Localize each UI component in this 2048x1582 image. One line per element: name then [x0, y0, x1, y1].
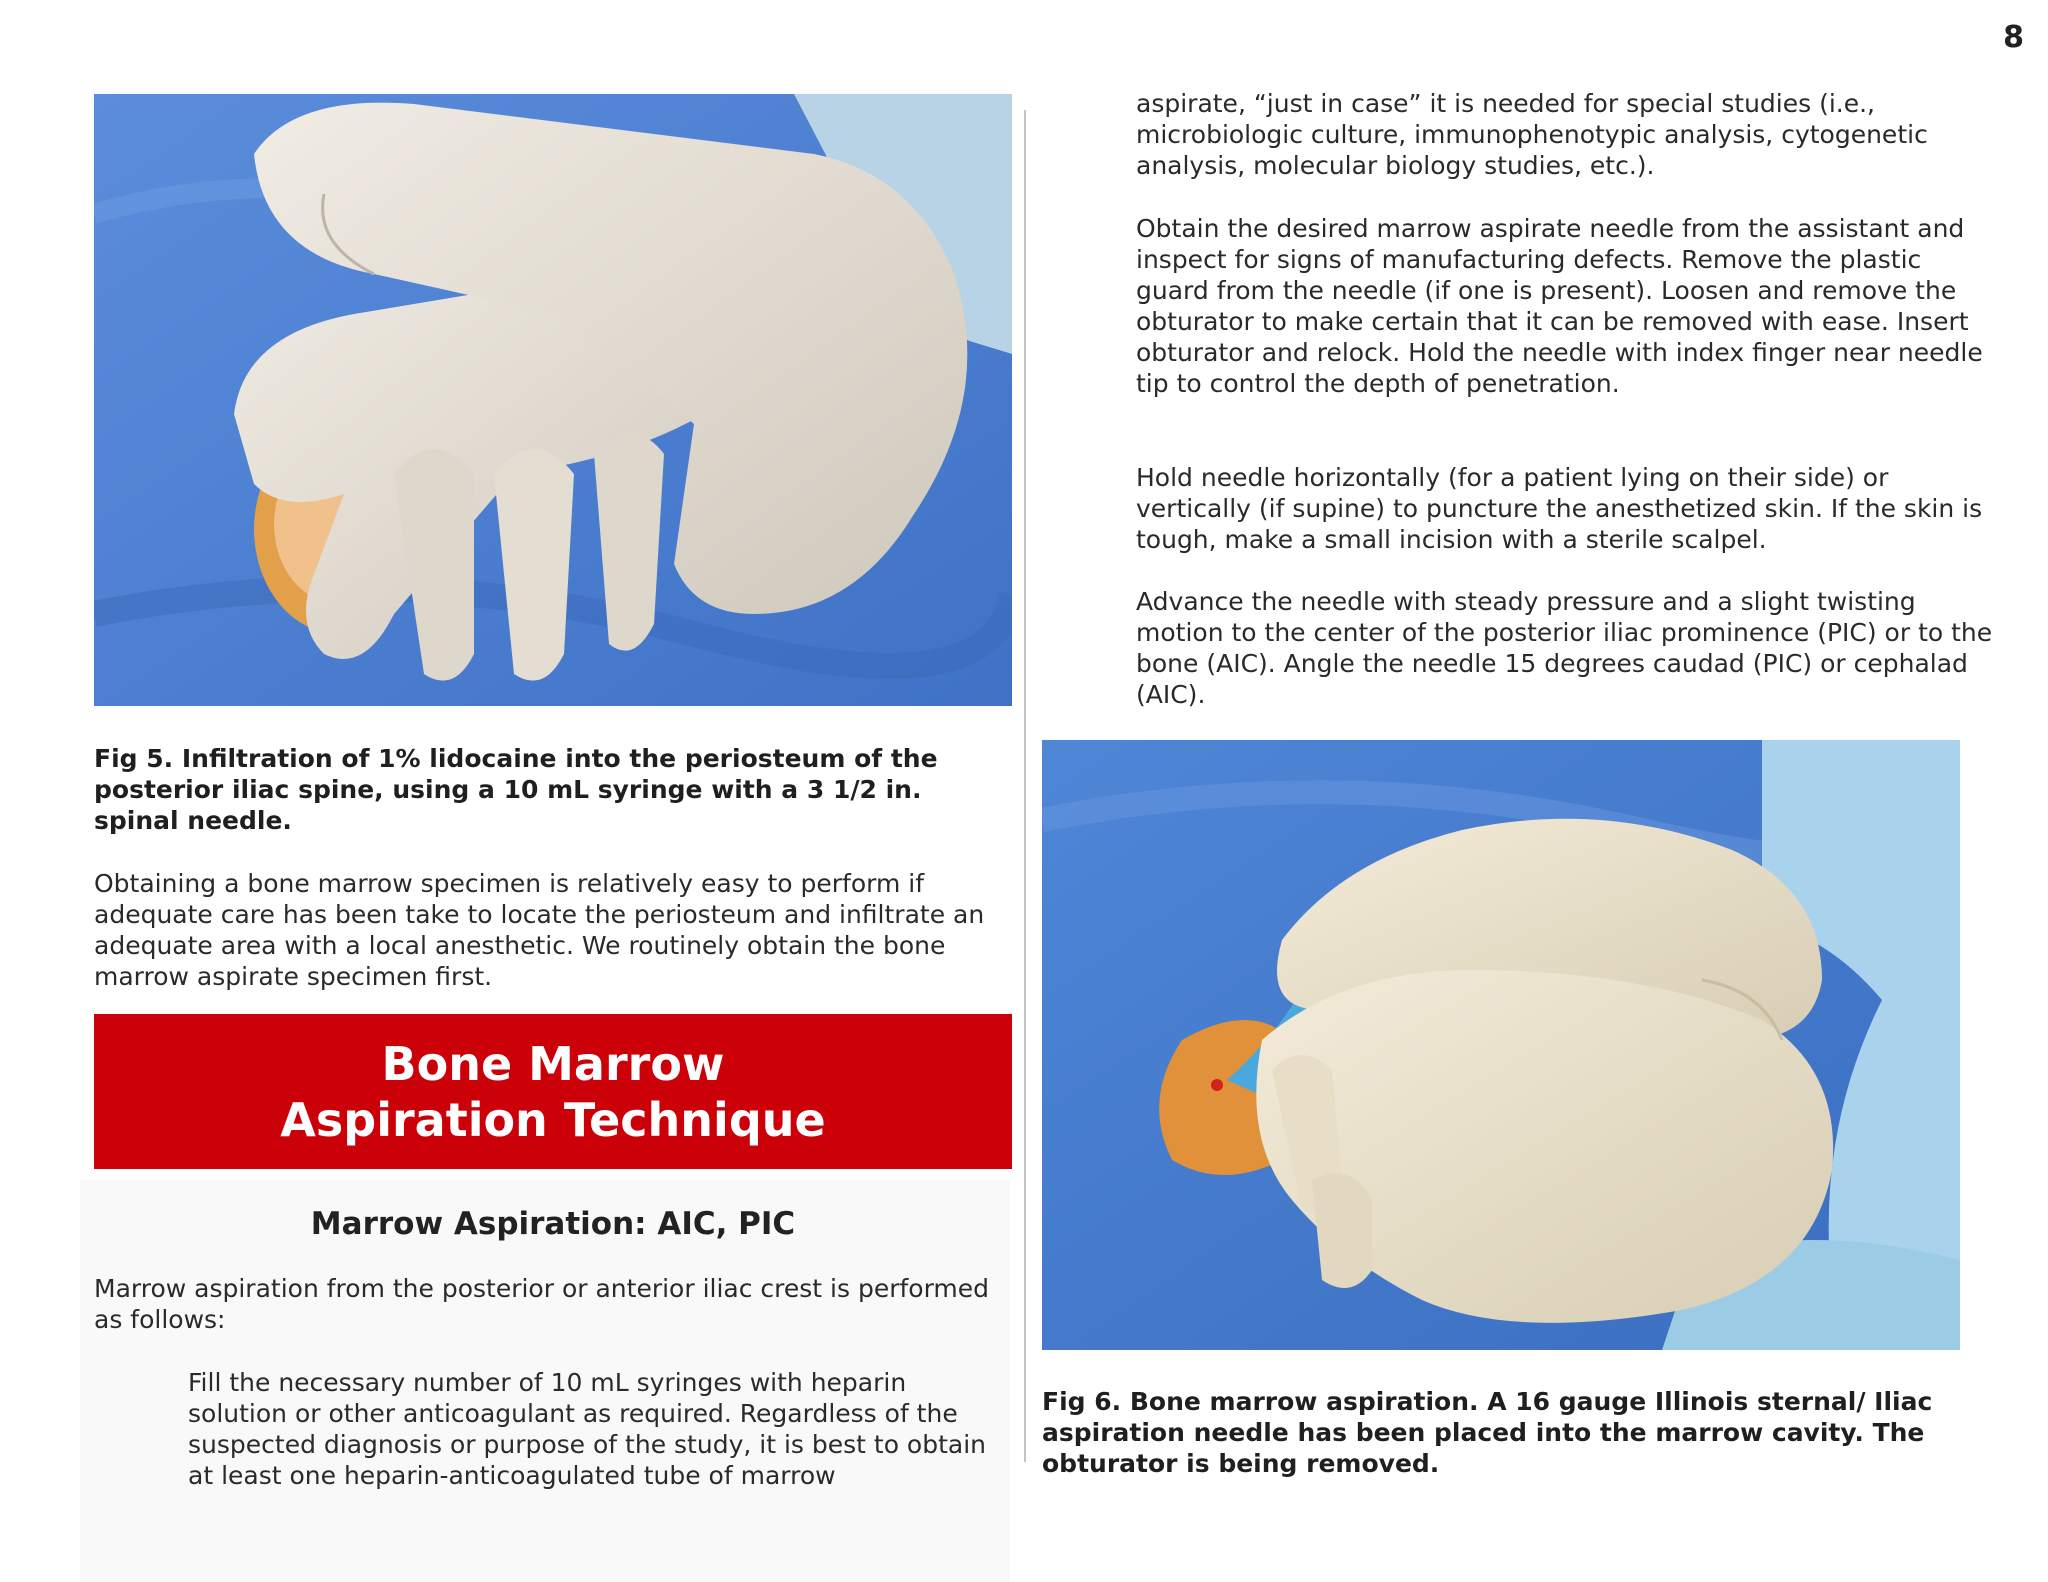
fig5-caption: Fig 5. Infiltration of 1% lidocaine into the periosteum of the posterior iliac spine, using a 10 mL syringe with a 3 1/2 in. spinal needle.	[94, 744, 938, 835]
fig6-caption: Fig 6. Bone marrow aspiration. A 16 gauge Illinois sternal/ Iliac aspiration needle has been placed into the marrow cavity. The obturator is being removed.	[1042, 1387, 1933, 1478]
fig6-photo	[1042, 740, 1960, 1350]
banner-title-line-1: Bone Marrow	[381, 1036, 725, 1091]
page-number: 8	[2003, 20, 2024, 55]
fig5-photo	[94, 94, 1012, 706]
fill-syringes-paragraph: Fill the necessary number of 10 mL syringes with heparin solution or other anticoagulant as required. Regardless of the suspected diagnosis or purpose of the study, it is best to obtain at least one heparin-anticoagulated tube of marrow	[188, 1368, 987, 1490]
intro-paragraph: Obtaining a bone marrow specimen is relatively easy to perform if adequate care has been take to locate the periosteum and infiltrate an adequate area with a local anesthetic. We routinely obtain the bone marrow aspirate specimen first.	[94, 869, 985, 991]
section-subheading: Marrow Aspiration: AIC, PIC	[310, 1206, 796, 1242]
puncture-paragraph: Hold needle horizontally (for a patient lying on their side) or vertically (if supine) to puncture the anesthetized skin. If the skin is tough, make a small incision with a sterile scalpel.	[1136, 463, 1983, 554]
needle-prep-paragraph: Obtain the desired marrow aspirate needle from the assistant and inspect for signs of manufacturing defects. Remove the plastic guard from the needle (if one is present). Loosen and remove the obturator to make certain that it can be removed with ease. Insert obturator and relock. Hold the needle with index finger near needle tip to control the depth of penetration.	[1136, 214, 1983, 398]
special-studies-paragraph: aspirate, “just in case” it is needed for special studies (i.e., microbiologic culture, immunophenotypic analysis, cytogenetic analysis, molecular biology studies, etc.).	[1136, 89, 1928, 180]
section-banner	[94, 1014, 1012, 1169]
follows-paragraph: Marrow aspiration from the posterior or anterior iliac crest is performed as follows:	[94, 1274, 990, 1334]
banner-title-line-2: Aspiration Technique	[280, 1092, 826, 1147]
advance-needle-paragraph: Advance the needle with steady pressure and a slight twisting motion to the center of the posterior iliac prominence (PIC) or to the bone (AIC). Angle the needle 15 degrees caudad (PIC) or cephalad (AIC).	[1136, 587, 1993, 709]
column-divider	[1024, 110, 1026, 1462]
